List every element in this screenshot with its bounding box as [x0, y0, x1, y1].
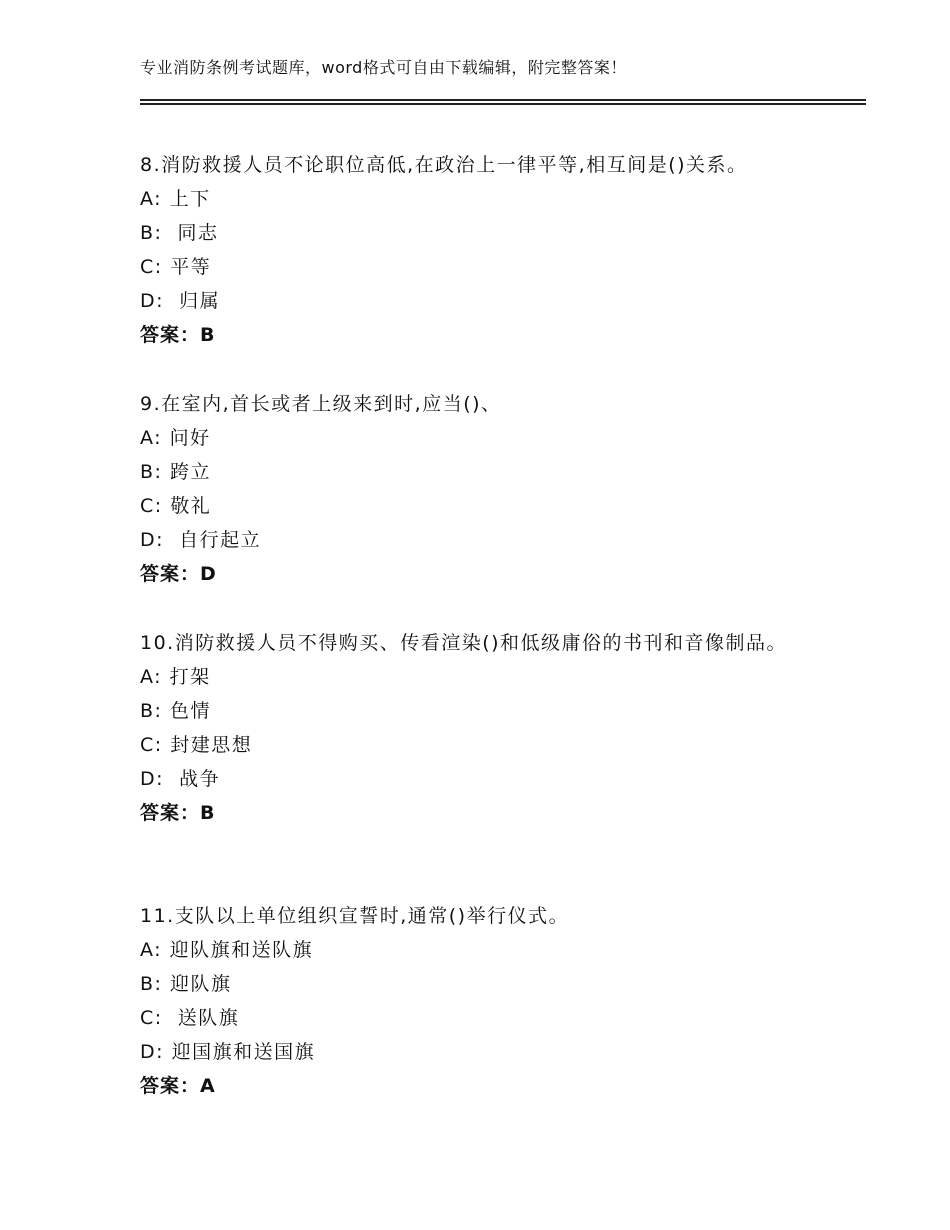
option-b: B: 迎队旗 [140, 973, 232, 995]
option-d: D: 迎国旗和送国旗 [140, 1041, 316, 1063]
question-text: 10.消防救援人员不得购买、传看渲染()和低级庸俗的书刊和音像制品。 [140, 632, 788, 654]
question-text: 8.消防救援人员不论职位高低,在政治上一律平等,相互间是()关系。 [140, 154, 748, 176]
option-a: A: 问好 [140, 427, 211, 449]
answer-label: 答案：B [140, 802, 216, 824]
question-text: 11.支队以上单位组织宣誓时,通常()举行仪式。 [140, 905, 570, 927]
option-d: D: 归属 [140, 290, 221, 312]
option-d: D: 自行起立 [140, 529, 262, 551]
header-divider-top [140, 99, 866, 101]
option-b: B: 色情 [140, 700, 211, 722]
option-b: B: 同志 [140, 222, 219, 244]
option-a: A: 打架 [140, 666, 211, 688]
option-c: C: 封建思想 [140, 734, 253, 756]
question-block-10 [140, 626, 820, 830]
option-a: A: 迎队旗和送队旗 [140, 939, 314, 961]
option-b: B: 跨立 [140, 461, 211, 483]
answer-label: 答案：A [140, 1075, 216, 1097]
option-d: D: 战争 [140, 768, 221, 790]
question-text: 9.在室内,首长或者上级来到时,应当()、 [140, 393, 502, 415]
question-block-8 [140, 148, 820, 352]
answer-label: 答案：D [140, 563, 217, 585]
option-c: C: 敬礼 [140, 495, 212, 517]
question-block-11 [140, 899, 820, 1103]
page-header: 专业消防条例考试题库，word格式可自由下载编辑，附完整答案！ [140, 58, 627, 77]
answer-label: 答案：B [140, 324, 216, 346]
header-divider-bottom [140, 103, 866, 105]
option-c: C: 送队旗 [140, 1007, 240, 1029]
question-block-9 [140, 387, 820, 591]
option-c: C: 平等 [140, 256, 212, 278]
option-a: A: 上下 [140, 188, 211, 210]
